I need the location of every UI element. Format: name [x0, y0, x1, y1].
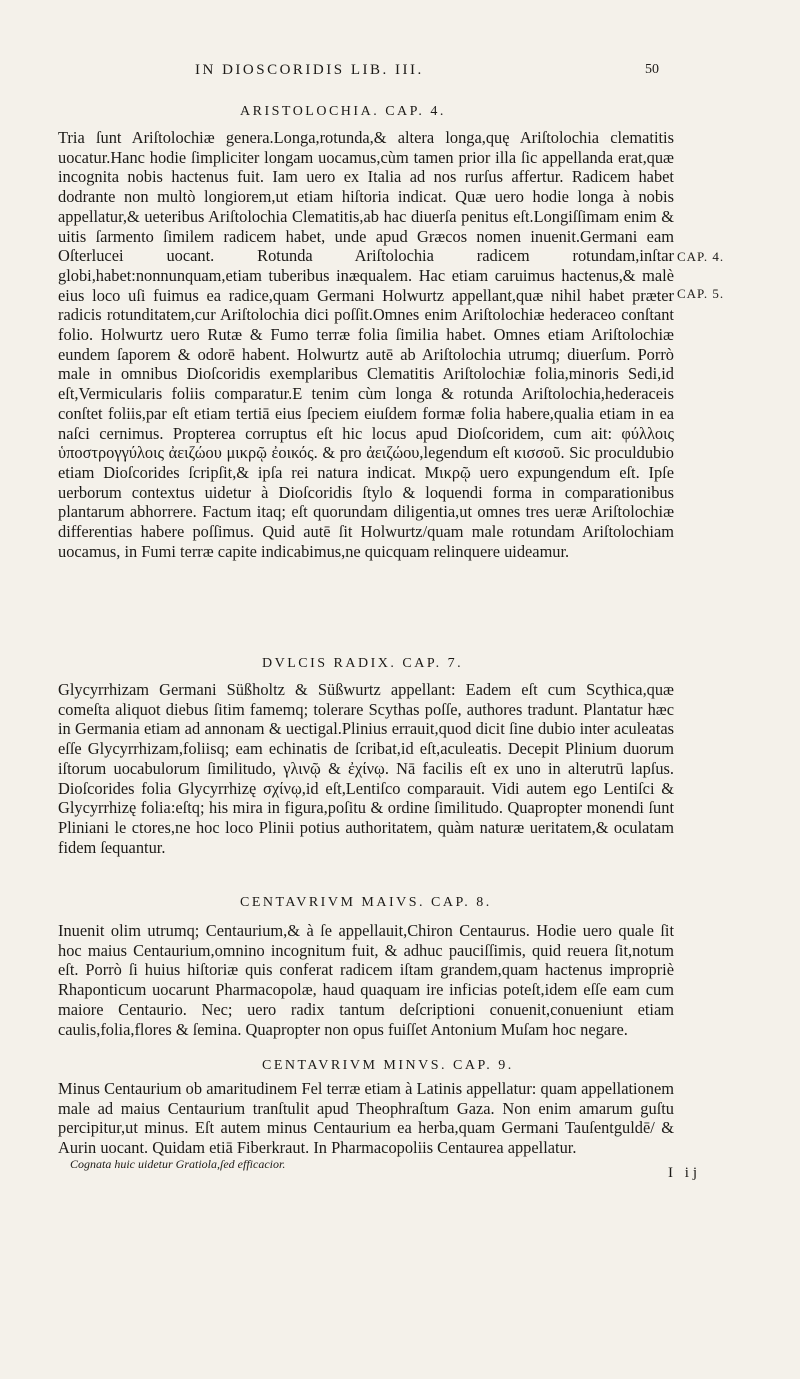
margin-note-cap-4: CAP. 4.	[677, 249, 725, 264]
footnote: Cognata huic uidetur Gratiola,ſed efficacior.	[70, 1157, 286, 1171]
page-header	[0, 62, 800, 84]
section-text-dulcis-radix: Glycyrrhizam Germani Süßholtz & Süßwurtz appellant: Eadem eſt cum Scythica,quæ comeſta aliquot diebus ſitim famemq; tolerare Scythas poſſe, authores tradunt. Plantatur hæc in Germania etiam ad annonam & uectigal.Plinius errauit,quod dicit ſine dubio inter aculeatas eſſe Glycyrrhizam,foliisq; eam echinatis de ſcribat,id eſt,aculeatis. Decepit Plinium duorum iſtorum uocabulorum ſimilitudo, γλινῷ & ἐχίνῳ. Nā facilis eſt ex uno in alterutrū lapſus. Dioſcorides folia Glycyrrhizę σχίνῳ,id eſt,Lentiſco comparauit. Vidi autem ego Lentiſci & Glycyrrhizę folia:eſtq; his mira in figura,poſitu & ordine ſimilitudo. Quapropter monendi ſunt Pliniani le ctores,ne hoc loco Plinii potius authoritatem, quàm naturæ ueritatem,& oculatam fidem ſequantur.	[58, 680, 674, 857]
margin-note-cap-5: CAP. 5.	[677, 286, 725, 301]
section-title-aristolochia: ARISTOLOCHIA. CAP. 4.	[240, 104, 446, 119]
section-title-centaurium-minus: CENTAVRIVM MINVS. CAP. 9.	[262, 1058, 514, 1073]
running-head: IN DIOSCORIDIS LIB. III.	[195, 62, 424, 78]
section-title-centaurium-maius: CENTAVRIVM MAIVS. CAP. 8.	[240, 895, 492, 910]
section-title-dulcis-radix: DVLCIS RADIX. CAP. 7.	[262, 656, 464, 671]
folio-number: 50	[645, 62, 659, 77]
section-text-aristolochia: Tria ſunt Ariſtolochiæ genera.Longa,rotunda,& altera longa,quę Ariſtolochia clematitis uocatur.Hanc hodie ſimpliciter longam uocamus,cùm tamen prior illa ſic appellanda erat,quæ incognita nobis hactenus fuit. Iam uero ex Italia ad nos rurſus affertur. Radicem habet dodrante non multò longiorem,ut etiam hiſtoria indicat. Quæ uero hodie longa à nobis appellatur,& ueteribus Ariſtolochia Clematitis,ab hac diuerſa penitus eſt.Longiſſimam enim & uitis ſarmento ſimilem radicem habet, unde apud Græcos nomen inuenit.Germani eam Oſterlucei uocant. Rotunda Ariſtolochia radicem rotundam,inſtar globi,habet:nonnunquam,etiam tuberibus inæqualem. Hac etiam caruimus hactenus,& malè eius loco uſi fuimus ea radice,quam Germani Holwurtz appellant,quæ nihil habet præter radicis rotunditatem,cur Ariſtolochia dici poſſit.Omnes enim Ariſtolochiæ hederaceo conſtant folio. Holwurtz uero Rutæ & Fumo terræ folia ſimilia habet. Omnes etiam Ariſtolochiæ eundem ſaporem & odorē habent. Holwurtz autē ab Ariſtolochia utrumq; diuerſum. Porrò male in omnibus Dioſcoridis exemplaribus Clematitis Ariſtolochiæ folia,minoris Sedi,id eſt,Vermicularis foliis comparatur.E tenim cùm longa & rotunda Ariſtolochia,hederaceis conſtet foliis,par eſt etiam tertiā eius ſpeciem eiuſdem formæ folia habere,qualia etiam in ea naſci cernimus. Propterea corruptus eſt hic locus apud Dioſcoridem, cum ait: φύλλοις ὑποστρογγύλοις ἀειζώου μικρῷ ἐοικός. & pro ἀειζώου,legendum eſt κισσοῦ. Sic proculdubio etiam Dioſcorides ſcripſit,& ipſa rei natura indicat. Μικρῷ uero expungendum eſt. Ipſe uerborum contextus uidetur à Dioſcoridis ſtylo & loquendi forma in comparationibus plantarum abhorrere. Factum itaq; eſt quorundam diligentia,ut omnes tres ueræ Ariſtolochiæ differentias habere poſſimus. Quid autē ſit Holwurtz/quam male rotundam Ariſtolochiam uocamus, in Fumi terræ capite indicabimus,ne quicquam relinquere uideamur.	[58, 128, 674, 561]
section-text-centaurium-minus: Minus Centaurium ob amaritudinem Fel terræ etiam à Latinis appellatur: quam appellationem male ad maius Centaurium tranſtulit apud Theophraſtum Gaza. Non enim amarum guſtu percipitur,ut minus. Eſt autem minus Centaurium ea herba,quam Germani Tauſentguldē/ & Aurin uocant. Quidam etiā Fiberkraut. In Pharmacopoliis Centaurea appellatur.	[58, 1079, 674, 1158]
section-text-centaurium-maius: Inuenit olim utrumq; Centaurium,& à ſe appellauit,Chiron Centaurus. Hodie uero quale ſit hoc maius Centaurium,omnino incognitum fuit, & adhuc pauciſſimis, quid reuera ſit,notum eſt. Porrò ſi huius hiſtoriæ quis conferat radicem iſtam grandem,quam hactenus impropriè Rhaponticum uocarunt Pharmacopolæ, haud quaquam ire inficias poteſt,idem eſſe eam cum maiore Centaurio. Nec; uero radix tantum deſcriptioni conuenit,conueniunt etiam caulis,folia,flores & ſemina. Quapropter non opus fuiſſet Antonium Muſam hoc negare.	[58, 921, 674, 1039]
signature-mark: I ij	[668, 1165, 702, 1181]
